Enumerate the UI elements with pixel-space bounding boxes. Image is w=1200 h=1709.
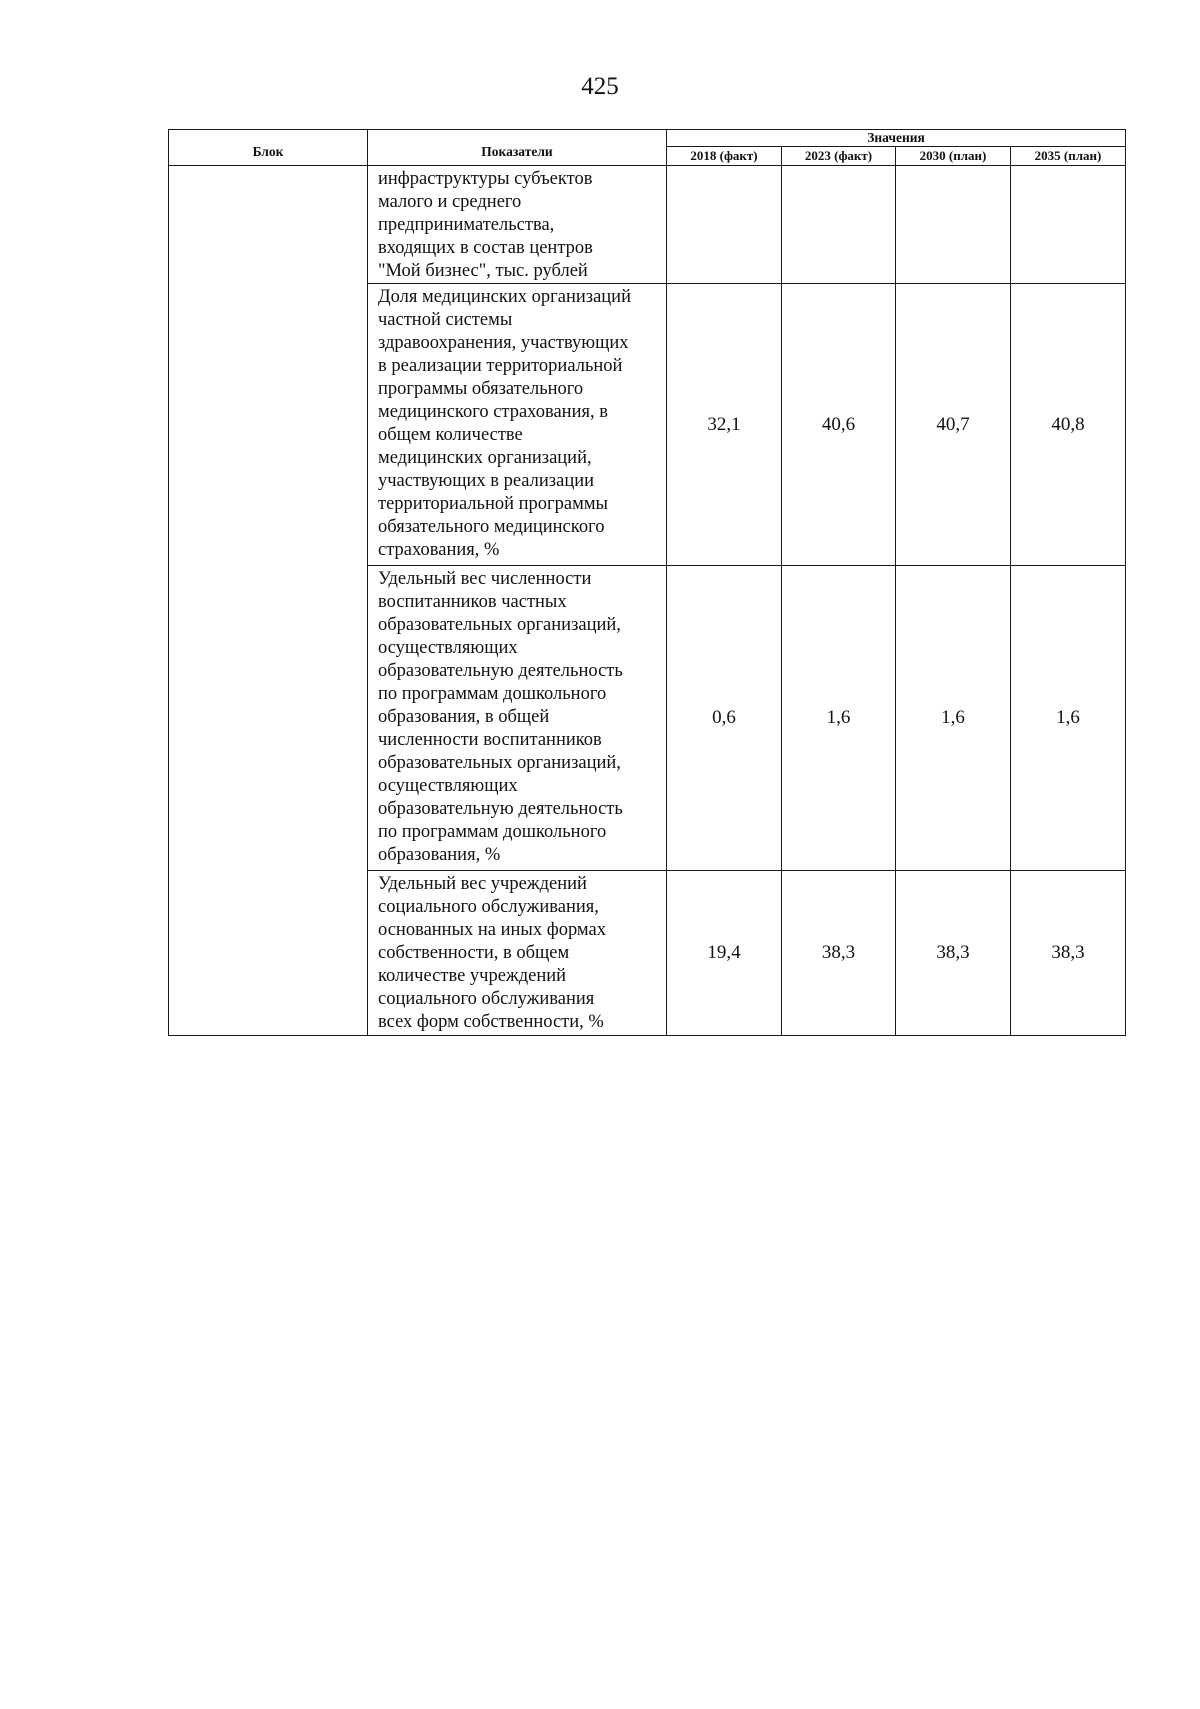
indicator-line: образовательную деятельность [378, 799, 623, 819]
page-number: 425 [581, 73, 619, 100]
header-year-2023: 2023 (факт) [782, 147, 896, 166]
value-2023: 40,6 [782, 284, 896, 566]
indicator-line: медицинских организаций, [378, 448, 592, 468]
value-2030 [896, 166, 1011, 284]
indicator-line: программы обязательного [378, 379, 584, 399]
indicator-line: обязательного медицинского [378, 517, 605, 537]
value-2035: 1,6 [1011, 566, 1126, 871]
header-block: Блок [169, 130, 368, 166]
header-year-2030: 2030 (план) [896, 147, 1011, 166]
indicator-line: здравоохранения, участвующих [378, 333, 629, 353]
indicator-line: страхования, % [378, 540, 500, 560]
value-2030: 1,6 [896, 566, 1011, 871]
indicator-cell [368, 871, 667, 1036]
value-2035 [1011, 166, 1126, 284]
indicator-line: собственности, в общем [378, 943, 570, 963]
indicator-line: осуществляющих [378, 638, 518, 658]
indicator-line: образования, % [378, 845, 501, 865]
value-2018: 0,6 [667, 566, 782, 871]
value-2023: 38,3 [782, 871, 896, 1036]
value-2030: 38,3 [896, 871, 1011, 1036]
indicator-line: по программам дошкольного [378, 684, 607, 704]
indicator-line: социального обслуживания [378, 989, 595, 1009]
indicator-line: по программам дошкольного [378, 822, 607, 842]
indicator-line: малого и среднего [378, 192, 522, 212]
header-indicators: Показатели [368, 130, 667, 166]
indicator-line: предпринимательства, [378, 215, 555, 235]
indicator-line: образовательных организаций, [378, 615, 621, 635]
indicator-line: количестве учреждений [378, 966, 567, 986]
indicator-line: частной системы [378, 310, 513, 330]
header-values-group: Значения [667, 130, 1126, 147]
indicator-line: инфраструктуры субъектов [378, 169, 593, 189]
indicator-line: образовательную деятельность [378, 661, 623, 681]
header-year-2035: 2035 (план) [1011, 147, 1126, 166]
header-year-2018: 2018 (факт) [667, 147, 782, 166]
indicator-line: осуществляющих [378, 776, 518, 796]
value-2030: 40,7 [896, 284, 1011, 566]
indicator-line: в реализации территориальной [378, 356, 623, 376]
value-2023: 1,6 [782, 566, 896, 871]
indicator-line: общем количестве [378, 425, 523, 445]
indicator-cell [368, 566, 667, 871]
indicator-line: входящих в состав центров [378, 238, 593, 258]
value-2018 [667, 166, 782, 284]
indicator-line: Удельный вес численности [378, 569, 592, 589]
value-2035: 40,8 [1011, 284, 1126, 566]
indicator-line: воспитанников частных [378, 592, 567, 612]
value-2018: 32,1 [667, 284, 782, 566]
indicator-line: Удельный вес учреждений [378, 874, 587, 894]
table-row [169, 166, 1126, 284]
indicator-line: социального обслуживания, [378, 897, 599, 917]
indicator-line: Доля медицинских организаций [378, 287, 631, 307]
indicator-line: образования, в общей [378, 707, 550, 727]
indicator-line: территориальной программы [378, 494, 608, 514]
indicator-line: всех форм собственности, % [378, 1012, 604, 1032]
value-2023 [782, 166, 896, 284]
block-cell [169, 166, 368, 1036]
indicators-table [168, 129, 1126, 1036]
indicator-line: участвующих в реализации [378, 471, 595, 491]
indicator-line: медицинского страхования, в [378, 402, 608, 422]
value-2018: 19,4 [667, 871, 782, 1036]
indicator-line: основанных на иных формах [378, 920, 606, 940]
indicator-line: численности воспитанников [378, 730, 602, 750]
value-2035: 38,3 [1011, 871, 1126, 1036]
indicator-cell [368, 284, 667, 566]
indicator-line: образовательных организаций, [378, 753, 621, 773]
indicator-line: "Мой бизнес", тыс. рублей [378, 261, 588, 281]
indicator-cell [368, 166, 667, 284]
